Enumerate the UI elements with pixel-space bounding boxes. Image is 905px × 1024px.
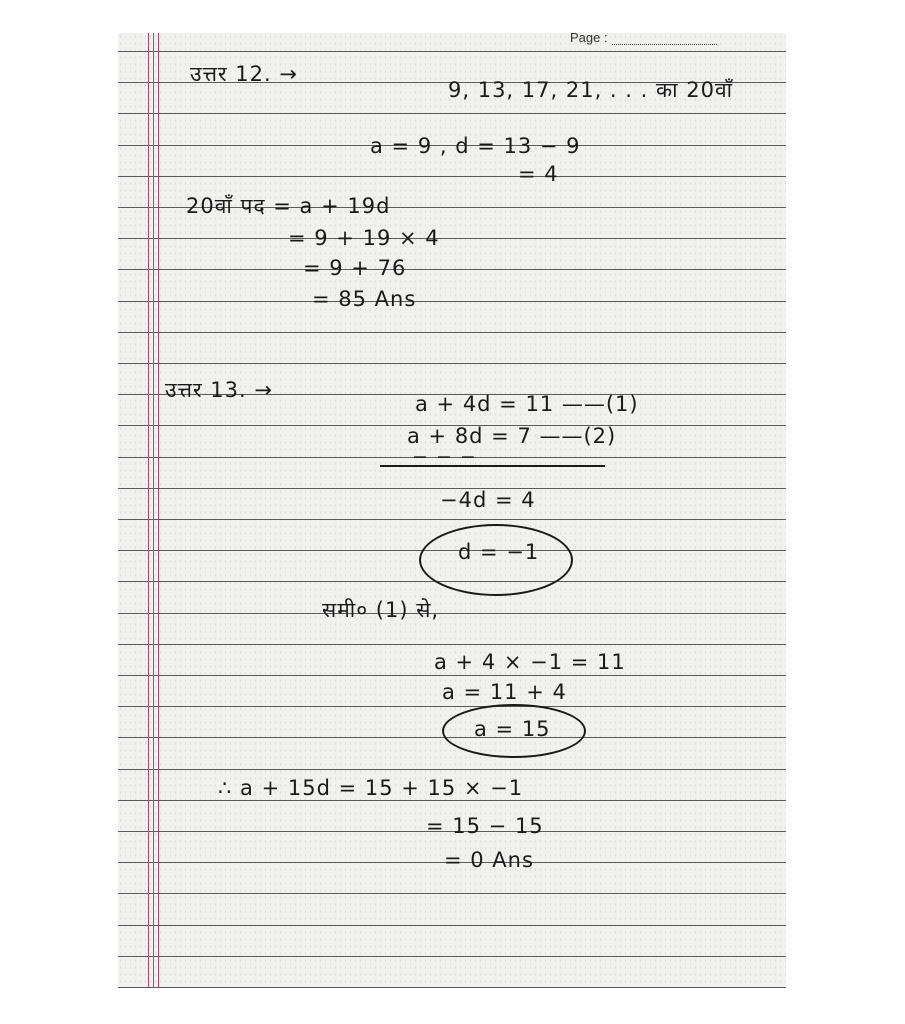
ruled-line: [118, 893, 786, 894]
q13-subtract-result: −4d = 4: [440, 488, 536, 512]
ruled-line: [118, 956, 786, 957]
ruled-line: [118, 113, 786, 114]
q13-equation-2: a + 8d = 7 ——(2): [407, 424, 617, 448]
ruled-line: [118, 51, 786, 52]
ruled-line: [118, 363, 786, 364]
subtraction-line: [380, 465, 605, 467]
q13-from-equation: समी० (1) से,: [322, 598, 440, 622]
margin-line: [148, 33, 149, 988]
q12-sequence: 9, 13, 17, 21, . . . का 20वाँ: [448, 78, 734, 102]
ruled-line: [118, 675, 786, 676]
ruled-line: [118, 706, 786, 707]
q13-solve-a: a = 11 + 4: [442, 680, 567, 704]
ruled-line: [118, 332, 786, 333]
q12-line-substitute: = 9 + 19 × 4: [288, 226, 440, 250]
ruled-line: [118, 176, 786, 177]
ruled-line: [118, 519, 786, 520]
margin-line: [158, 33, 159, 988]
q12-line-nth-term: 20वाँ पद = a + 19d: [186, 194, 391, 218]
page-label: Page :: [570, 30, 608, 45]
q12-line-d-value: = 4: [518, 162, 559, 186]
q13-substitution: a + 4 × −1 = 11: [434, 650, 626, 674]
ruled-line: [118, 613, 786, 614]
ruled-line: [118, 644, 786, 645]
q12-line-a-d: a = 9 , d = 13 − 9: [370, 134, 581, 158]
q13-result-d: d = −1: [458, 540, 540, 564]
ruled-line: [118, 987, 786, 988]
margin-line: [153, 33, 154, 988]
q13-final-line-1: ∴ a + 15d = 15 + 15 × −1: [218, 776, 524, 800]
q12-line-answer: = 85 Ans: [312, 287, 417, 311]
q12-line-simplify: = 9 + 76: [303, 256, 407, 280]
q13-final-line-3: = 0 Ans: [444, 848, 534, 872]
q13-signs: − − −: [412, 446, 477, 468]
ruled-line: [118, 925, 786, 926]
ruled-line: [118, 238, 786, 239]
q13-final-line-2: = 15 − 15: [426, 814, 544, 838]
page-number-blank: [612, 44, 717, 45]
ruled-line: [118, 269, 786, 270]
ruled-line: [118, 769, 786, 770]
ruled-line: [118, 301, 786, 302]
q12-heading: उत्तर 12. →: [190, 62, 298, 86]
q13-equation-1: a + 4d = 11 ——(1): [415, 392, 639, 416]
q13-heading: उत्तर 13. →: [165, 378, 273, 402]
q13-result-a: a = 15: [474, 717, 551, 741]
